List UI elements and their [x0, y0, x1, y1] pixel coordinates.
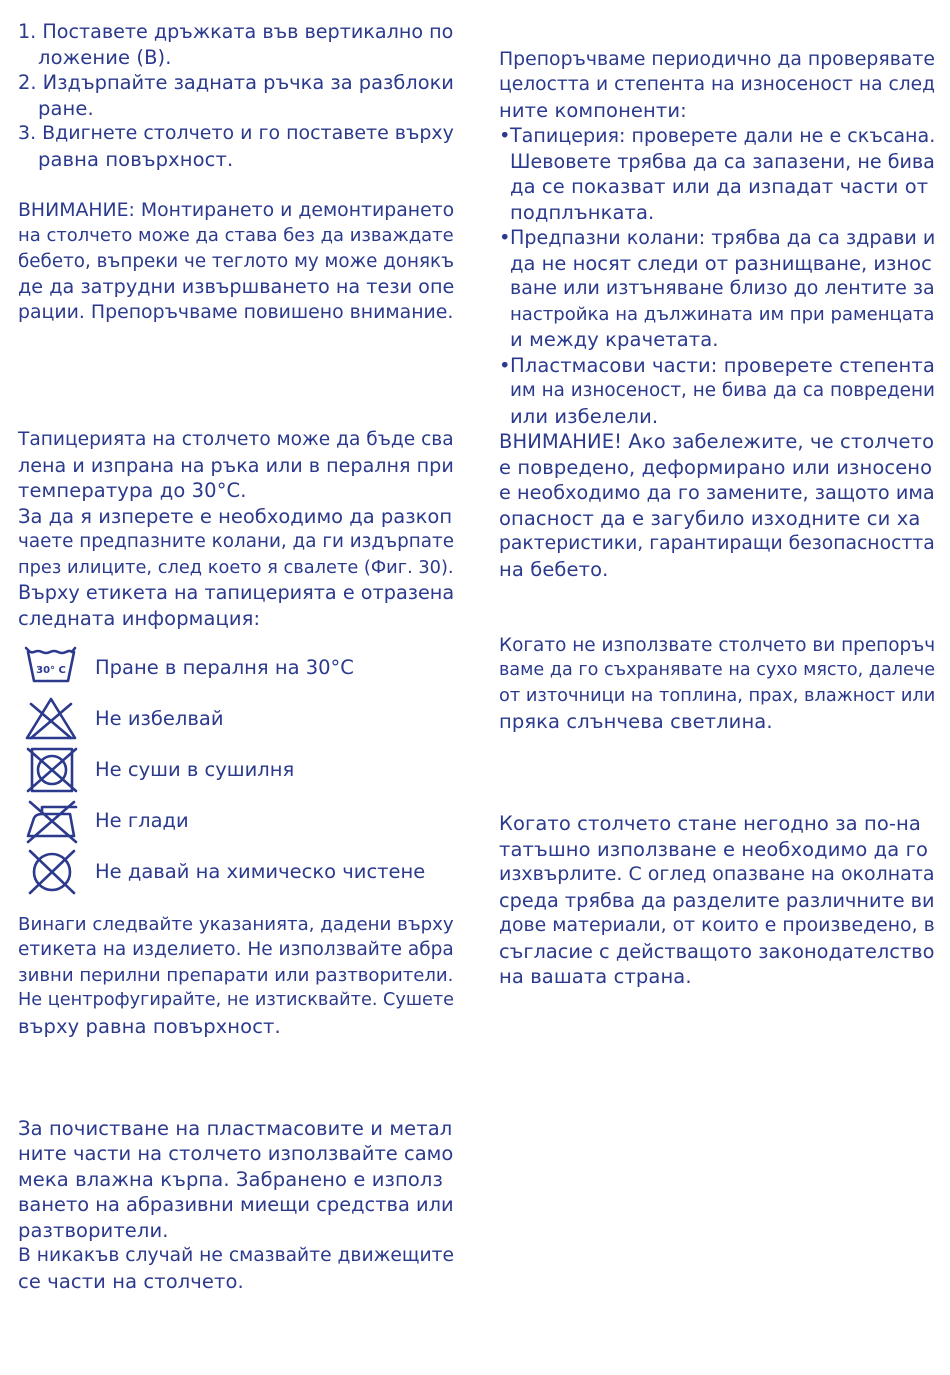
- disposal-line: Когато столчето стане негодно за по-на: [499, 812, 921, 835]
- warning-line: е необходимо да го замените, защото има: [499, 481, 935, 504]
- warning-line: ВНИМАНИЕ: Монтирането и демонтирането: [18, 200, 455, 221]
- bullet-line: да не носят следи от разнищване, износ: [510, 252, 932, 275]
- bullet-line: да се показват или да изпадат части от: [510, 175, 929, 198]
- care-label: Не давай на химическо чистене: [95, 860, 426, 883]
- storage-line: ваме да го съхранявате на сухо място, далече: [499, 660, 936, 680]
- intro-line: целостта и степента на износеност на след: [499, 74, 936, 95]
- no-tumble-dry-icon: [22, 745, 80, 795]
- storage-line: от източници на топлина, прах, влажност или: [499, 686, 936, 706]
- no-iron-icon: [22, 796, 80, 846]
- cleaning-line: За почистване на пластмасовите и метал: [18, 1117, 453, 1140]
- bullet-line: Тапицерия: проверете дали не е скъсана.: [510, 124, 936, 147]
- care-row-dryclean: [18, 847, 454, 897]
- washing-line: през илиците, след което я свалете (Фиг. 30).: [18, 557, 454, 578]
- step-3-line-1: 3. Вдигнете столчето и го поставете върху: [18, 122, 454, 144]
- warning-line: рактеристики, гарантиращи безопасността: [499, 533, 935, 554]
- bullet-dot: •: [499, 226, 511, 249]
- warning-line: бебето, въпреки че теглото му може донякъ: [18, 251, 455, 272]
- bullet-dot: •: [499, 354, 511, 377]
- intro-line: ните компоненти:: [499, 99, 687, 122]
- warning-line: е повредено, деформирано или износено: [499, 456, 933, 479]
- warning-line: на бебето.: [499, 558, 609, 581]
- step-1-line-1: 1. Поставете дръжката във вертикално по: [18, 20, 454, 43]
- instructions-line: Винаги следвайте указанията, дадени върху: [18, 914, 454, 935]
- care-label: Пране в пералня на 30°C: [95, 656, 354, 679]
- care-label: Не суши в сушилня: [95, 758, 295, 781]
- washing-line: температура до 30°C.: [18, 479, 247, 502]
- cleaning-line: мека влажна кърпа. Забранено е използ: [18, 1168, 443, 1191]
- warning-line: на столчето може да става без да изваждате: [18, 225, 454, 246]
- care-row-bleach: [18, 694, 454, 744]
- disposal-line: среда трябва да разделите различните ви: [499, 889, 935, 912]
- cleaning-line: се части на столчето.: [18, 1270, 244, 1293]
- intro-line: Препоръчваме периодично да проверявате: [499, 49, 935, 70]
- storage-line: пряка слънчева светлина.: [499, 710, 773, 733]
- step-3-line-2: равна повърхност.: [38, 148, 234, 171]
- wash-30-icon: [22, 643, 80, 693]
- bullet-line: Шевовете трябва да са запазени, не бива: [510, 150, 935, 173]
- bullet-line: настройка на дължината им при раменцата: [510, 304, 935, 325]
- care-row-iron: [18, 796, 454, 846]
- warning-line: ВНИМАНИЕ! Ако забележите, че столчето: [499, 430, 935, 453]
- washing-line: следната информация:: [18, 607, 261, 630]
- bullet-line: или избелели.: [510, 405, 659, 428]
- warning-line: опасност да е загубило изходните си ха: [499, 507, 921, 530]
- care-row-wash: [18, 643, 454, 693]
- step-2-line-1: 2. Издърпайте задната ръчка за разблоки: [18, 71, 454, 94]
- cleaning-line: В никакъв случай не смазвайте движещите: [18, 1245, 455, 1266]
- wash-temp-badge: 30° C: [36, 665, 66, 676]
- instructions-line: зивни перилни препарати или разтворители.: [18, 965, 454, 986]
- disposal-line: дове материали, от които е произведено, в: [499, 915, 935, 936]
- washing-line: За да я изперете е необходимо да разкоп: [18, 505, 453, 528]
- care-label: Не избелвай: [95, 707, 224, 730]
- washing-line: Върху етикета на тапицерията е отразена: [18, 581, 455, 604]
- cleaning-line: ването на абразивни миещи средства или: [18, 1193, 454, 1216]
- instructions-line: Не центрофугирайте, не изтисквайте. Сушете: [18, 990, 455, 1010]
- bullet-line: ване или изтъняване близо до лентите за: [510, 277, 935, 299]
- disposal-line: на вашата страна.: [499, 965, 692, 988]
- disposal-line: изхвърлите. С оглед опазване на околната: [499, 863, 935, 885]
- bullet-line: Предпазни колани: трябва да са здрави и: [510, 226, 936, 249]
- step-2-line-2: ране.: [38, 97, 94, 120]
- cleaning-line: ните части на столчето използвайте само: [18, 1142, 454, 1165]
- instructions-line: върху равна повърхност.: [18, 1015, 281, 1038]
- cleaning-line: разтворители.: [18, 1219, 169, 1242]
- no-bleach-icon: [22, 694, 80, 744]
- care-label: Не глади: [95, 809, 189, 832]
- washing-line: лена и изпрана на ръка или в пералня при: [18, 454, 454, 477]
- washing-line: Тапицерията на столчето може да бъде сва: [18, 429, 454, 450]
- storage-line: Когато не използвате столчето ви препоръч: [499, 635, 936, 656]
- washing-line: чаете предпазните колани, да ги издърпате: [18, 531, 455, 552]
- no-dry-clean-icon: [22, 847, 80, 897]
- bullet-line: и между крачетата.: [510, 328, 719, 351]
- bullet-line: им на износеност, не бива да са повредени: [510, 380, 935, 401]
- warning-line: рации. Препоръчваме повишено внимание.: [18, 301, 454, 323]
- care-row-dry: [18, 745, 454, 795]
- bullet-dot: •: [499, 124, 511, 147]
- bullet-line: подплънката.: [510, 201, 655, 224]
- bullet-line: Пластмасови части: проверете степента: [510, 354, 935, 377]
- disposal-line: татъшно използване е необходимо да го: [499, 838, 928, 861]
- step-1-line-2: ложение (B).: [38, 46, 172, 69]
- instructions-line: етикета на изделието. Не използвайте абра: [18, 939, 454, 960]
- warning-line: де да затрудни извършването на тези опе: [18, 275, 455, 298]
- disposal-line: съгласие с действащото законодателство: [499, 940, 935, 963]
